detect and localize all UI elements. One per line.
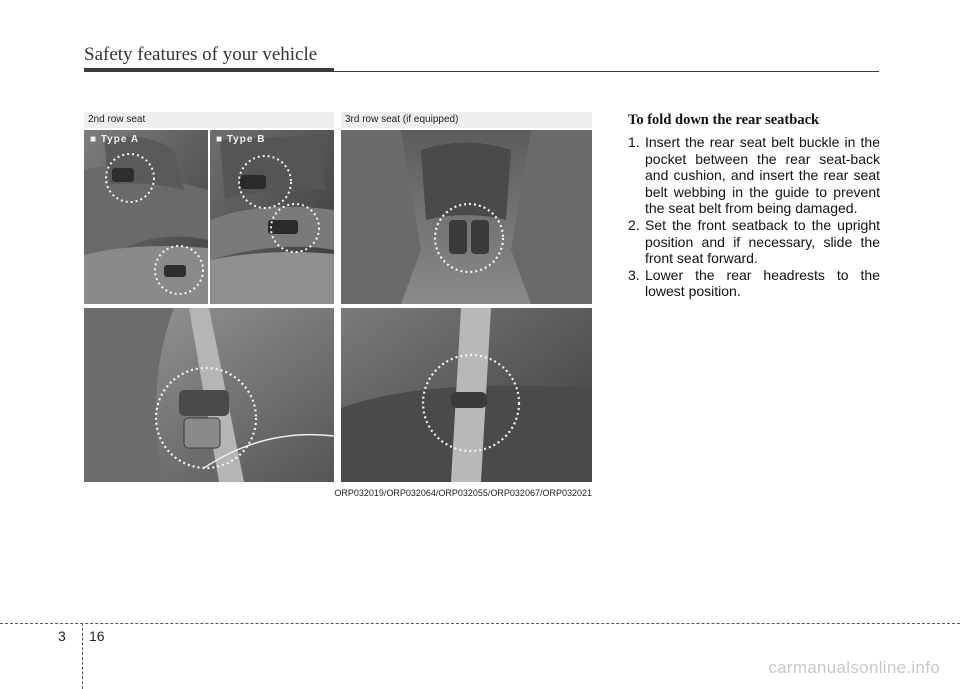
step-text: Set the front seatback to the upright position and if necessary, slide the front seat forward. bbox=[645, 216, 880, 267]
step-text: Insert the rear seat belt buckle in the pocket between the rear seat-back and cushion, and insert the rear seat belt webbing in the guide to prevent the seat belt from being damaged. bbox=[645, 134, 880, 217]
panel-type-a bbox=[84, 130, 208, 304]
page-number: 16 bbox=[89, 628, 105, 644]
instruction-step bbox=[628, 267, 880, 300]
third-row-seat-illustration bbox=[341, 130, 592, 304]
figure-image-codes: ORP032019/ORP032064/ORP032055/ORP032067/ORP032021 bbox=[334, 488, 592, 498]
chapter-number: 3 bbox=[58, 628, 66, 644]
instruction-step bbox=[628, 217, 880, 267]
panel-type-b bbox=[210, 130, 334, 304]
step-text: Lower the rear headrests to the lowest position. bbox=[645, 266, 880, 300]
instruction-steps bbox=[628, 134, 880, 300]
panel-belt-guide bbox=[341, 308, 592, 482]
step-number: 3. bbox=[628, 266, 640, 283]
caption-3rd-row-seat: 3rd row seat (if equipped) bbox=[341, 112, 592, 128]
type-a-label: ■ Type A bbox=[90, 134, 140, 145]
belt-guide-illustration bbox=[341, 308, 592, 482]
instructions-heading: To fold down the rear seatback bbox=[628, 112, 820, 128]
panel-3rd-row-top bbox=[341, 130, 592, 304]
step-number: 2. bbox=[628, 216, 640, 233]
type-b-label: ■ Type B bbox=[216, 134, 266, 145]
belt-buckle-illustration bbox=[84, 308, 334, 482]
footer-dashed-rule bbox=[0, 623, 960, 624]
instruction-step bbox=[628, 134, 880, 217]
watermark: carmanualsonline.info bbox=[768, 658, 940, 677]
type-b-seat-illustration bbox=[210, 130, 334, 304]
caption-2nd-row-seat: 2nd row seat bbox=[84, 112, 334, 128]
header-rule-thin bbox=[84, 71, 879, 72]
footer-vertical-dashed-rule bbox=[82, 623, 83, 689]
seat-illustration-figure bbox=[84, 112, 592, 507]
page-section-title: Safety features of your vehicle bbox=[84, 44, 318, 65]
panel-belt-buckle bbox=[84, 308, 334, 482]
type-a-seat-illustration bbox=[84, 130, 208, 304]
step-number: 1. bbox=[628, 134, 640, 150]
